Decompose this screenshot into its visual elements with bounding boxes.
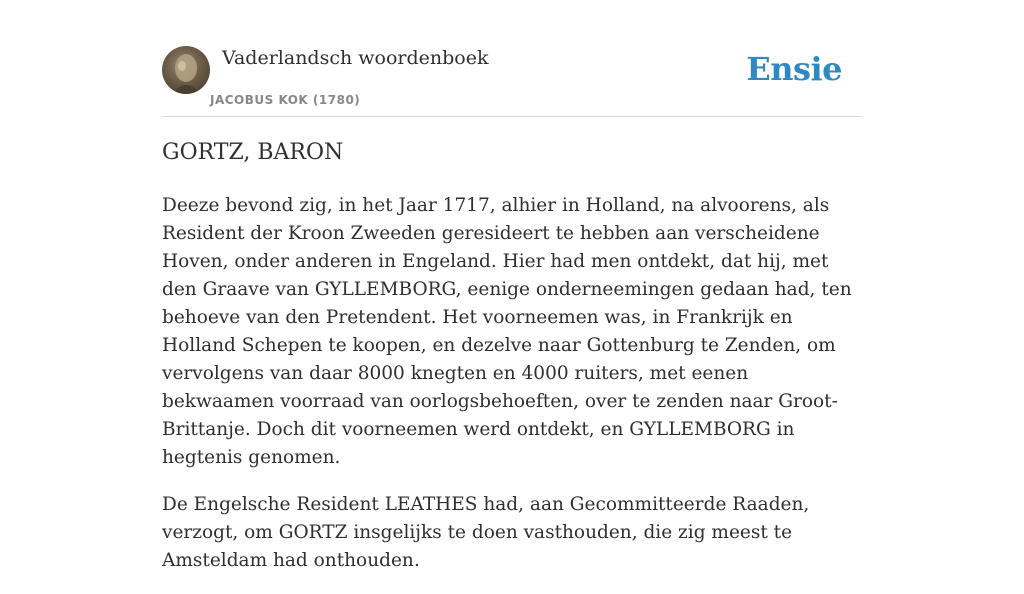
page-header — [162, 46, 862, 117]
author-portrait-icon[interactable] — [162, 46, 210, 94]
ensie-logo[interactable]: Ensie — [746, 50, 842, 88]
book-title-link[interactable]: Vaderlandsch woordenboek — [222, 47, 489, 69]
author-label: JACOBUS KOK (1780) — [210, 93, 361, 107]
entry-paragraph: Deeze bevond zig, in het Jaar 1717, alhier in Holland, na alvoorens, als Resident der Kroon Zweeden geresideert te hebben aan verscheidene Hoven, onder anderen in Engeland. Hier had men ontdekt, dat hij, met den Graave van GYLLEMBORG, eenige onderneemingen gedaan had, ten behoeve van den Pretendent. Het voorneemen was, in Frankrijk en Holland Schepen te koopen, en dezelve naar Gottenburg te Zenden, om vervolgens van daar 8000 knegten en 4000 ruiters, met eenen bekwaamen voorraad van oorlogsbehoeften, over te zenden naar Groot-Brittanje. Doch dit voorneemen werd ontdekt, en GYLLEMBORG in hegtenis genomen. — [162, 195, 852, 468]
entry-paragraph: De Engelsche Resident LEATHES had, aan Gecommitteerde Raaden, verzogt, om GORTZ insgelijks te doen vasthouden, die zig meest te Amsteldam had onthouden. — [162, 494, 810, 571]
entry-title: GORTZ, BARON — [162, 140, 344, 165]
entry-body — [162, 192, 862, 594]
